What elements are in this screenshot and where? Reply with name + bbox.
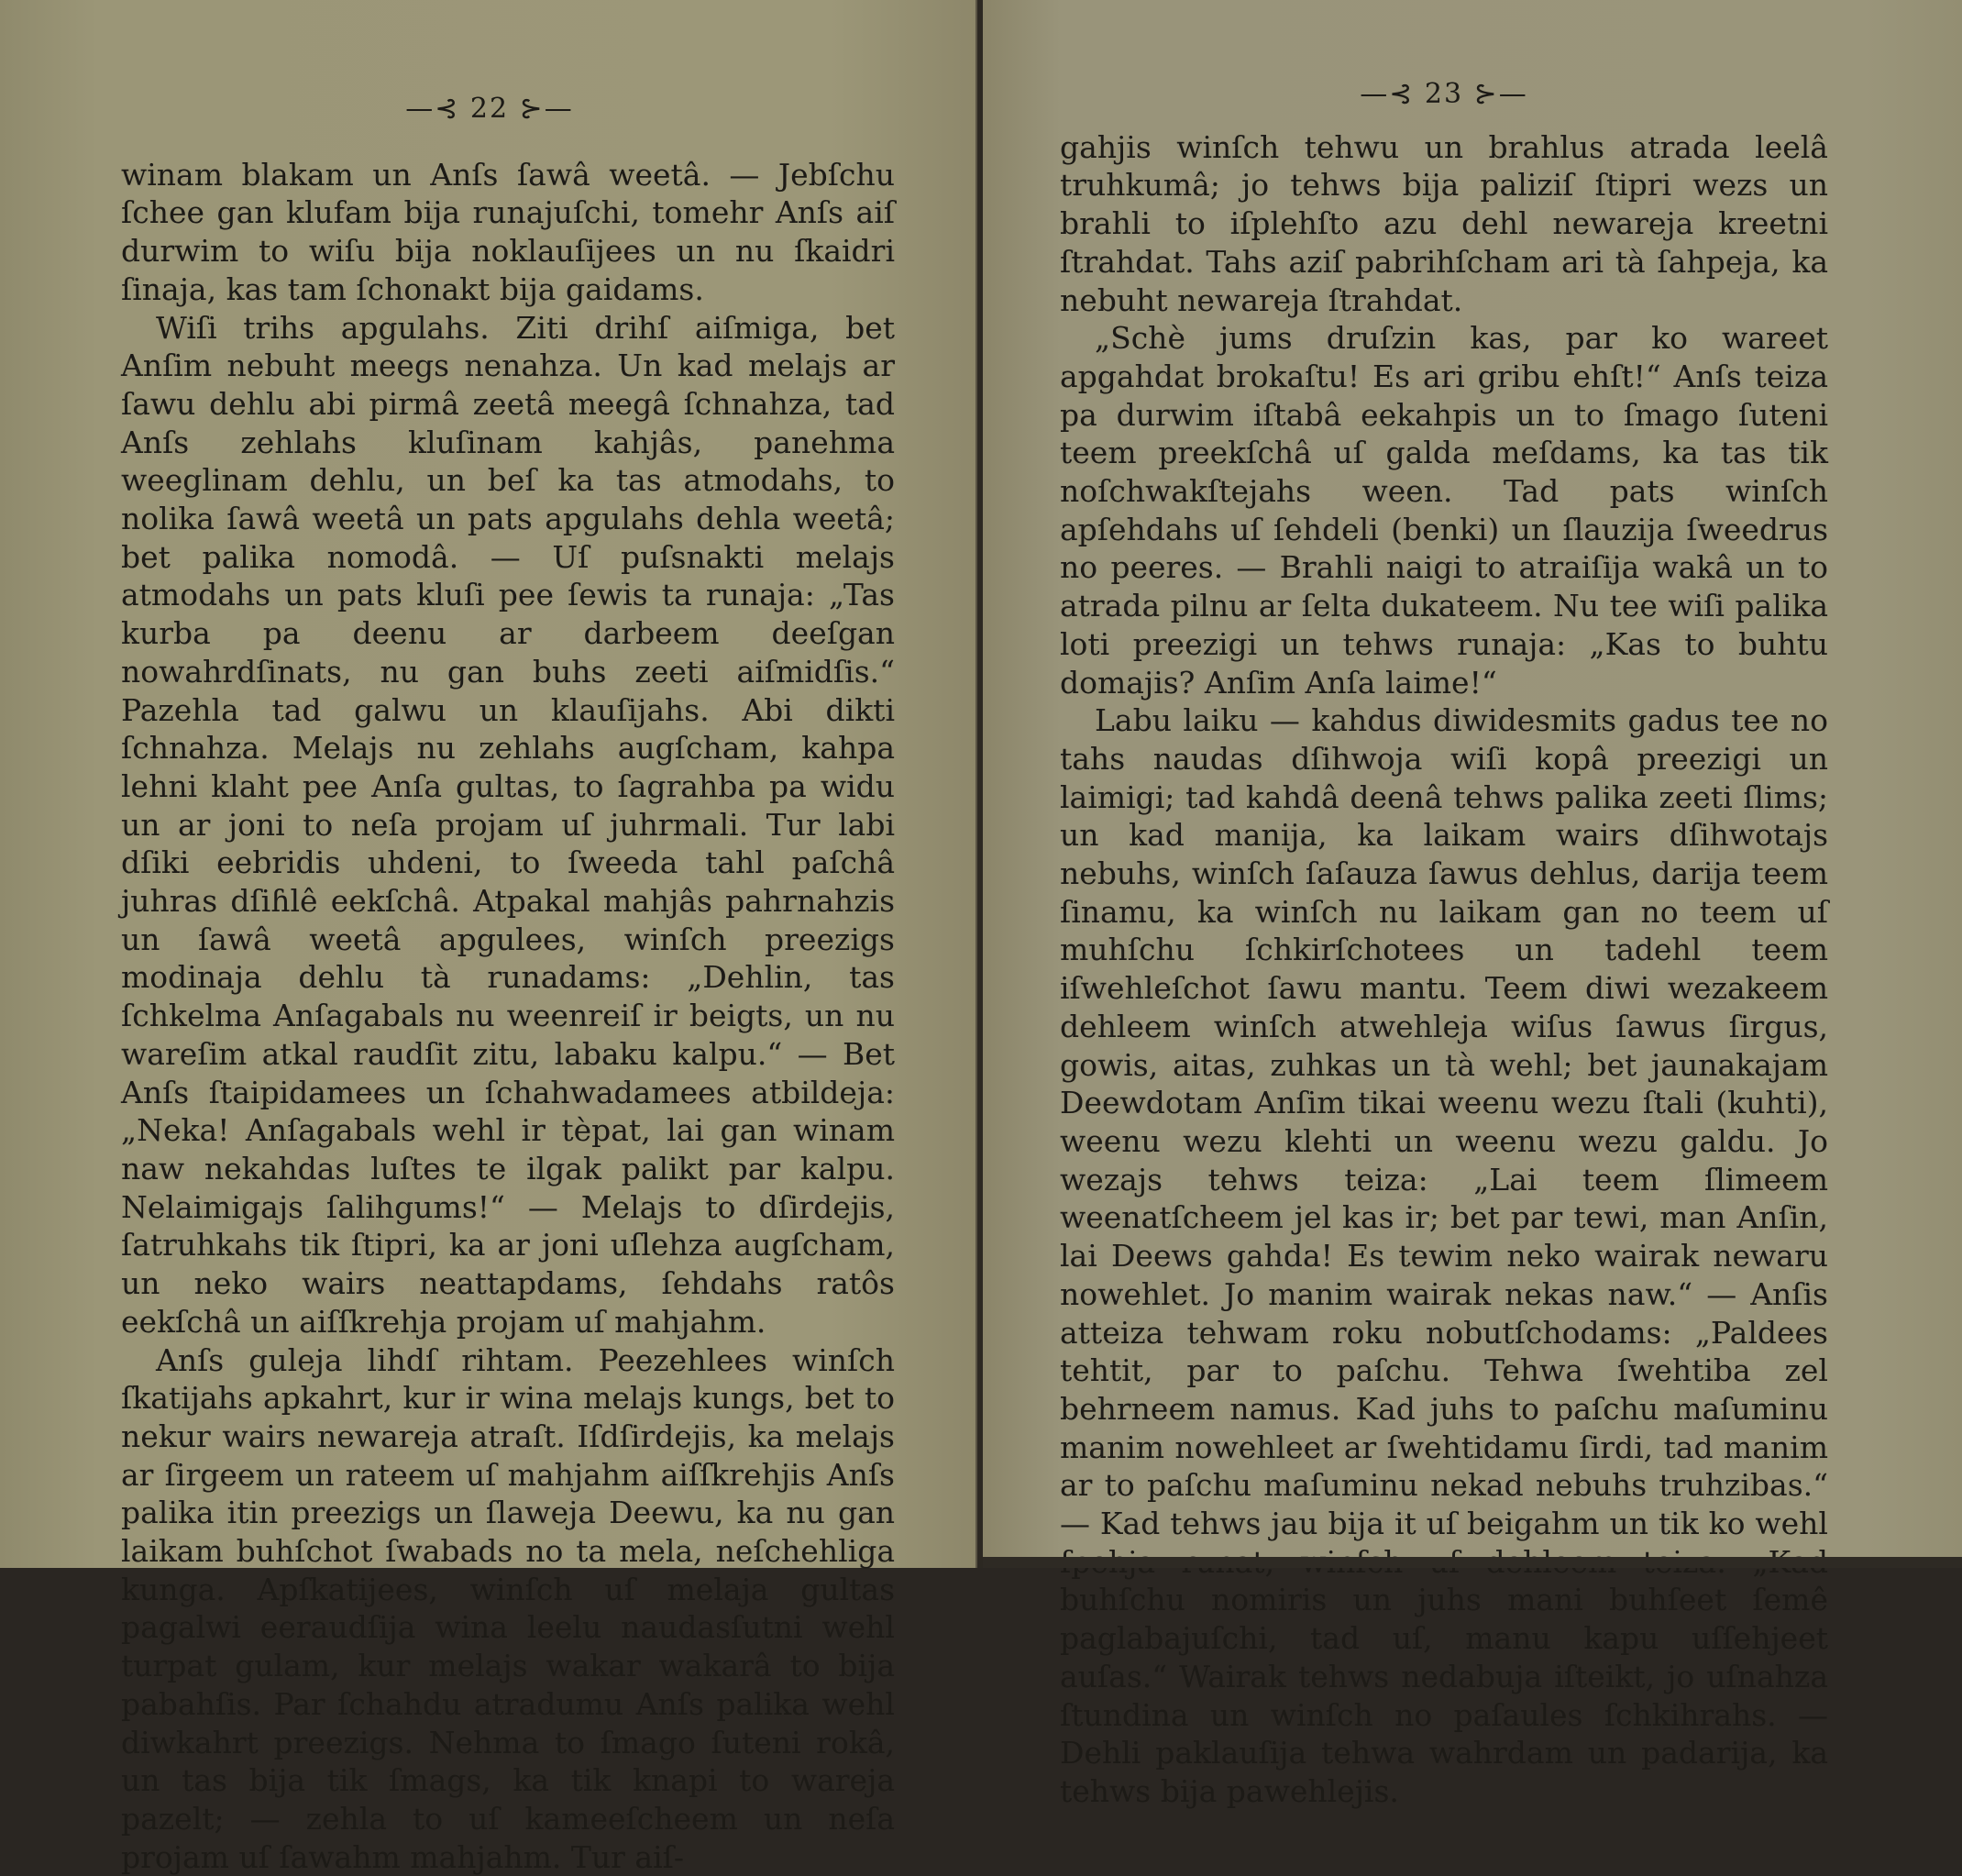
left-page-text [121, 156, 895, 1876]
page-edge [983, 1557, 1962, 1568]
page-number-right: —⊰ 23 ⊱— [1060, 75, 1828, 114]
paragraph: Labu laiku — kahdus diwidesmits gadus tee no tahs naudas dſihwoja wiſi kopâ preezigi un laimigi; tad kahdâ deenâ tehws palika zeeti ſlims; un kad manija, ka laikam wairs dſihwotajs nebuhs, winſch ſaſauza ſawus dehlus, darija teem ſinamu, ka winſch nu laikam gan no teem uſ muhſchu ſchkirſchotees un tadehl teem iſwehleſchot ſawu mantu. Teem diwi wezakeem dehleem winſch atwehleja wiſus ſawus ſirgus, gowis, aitas, zuhkas un tà wehl; bet jaunakajam Deewdotam Anſim tikai weenu wezu ſtali (kuhti), weenu wezu klehti un weenu wezu galdu. Jo wezajs tehws teiza: „Lai teem ſlimeem weenatſcheem jel kas ir; bet par tewi, man Anſin, lai Deews gahda! Es tewim neko wairak newaru nowehlet. Jo manim wairak nekas naw.“ — Anſis atteiza tehwam roku nobutſchodams: „Paldees tehtit, par to paſchu. Tehwa ſwehtiba zel behrneem namus. Kad juhs to paſchu maſuminu manim nowehleet ar ſwehtidamu ſirdi, tad manim ar to paſchu maſuminu nekad nebuhs truhzibas.“ — Kad tehws jau bija it uſ beigahm un tik ko wehl buhſchu nomiris un juhs mani buhſeet ſemê paglabajuſchi, tad uſ, manu kapu uſſehjeet auſas.“ Wairak tehws nedabuja iſteikt, jo uſnahza ſtundina un winſch no paſaules ſchkihrahs. — Dehli paklauſija tehwa wahrdam un padarija, ka tehws bija pawehlejis. [1060, 701, 1828, 1810]
left-page [0, 0, 977, 1568]
page-number-left: —⊰ 22 ⊱— [121, 90, 895, 128]
right-page [983, 0, 1962, 1568]
paragraph: Wiſi trihs apgulahs. Ziti drihſ aiſmiga, bet Anſim nebuht meegs nenahza. Un kad melajs ar ſawu dehlu abi pirmâ zeetâ meegâ ſchnahza, tad Anſs zehlahs kluſinam kahjâs, panehma weeglinam dehlu, un beſ ka tas atmodahs, to nolika ſawâ weetâ un pats apgulahs dehla weetâ; bet palika nomodâ. — Uſ puſsnakti melajs atmodahs un pats kluſi pee ſewis ta runaja: „Tas kurba pa deenu ar darbeem deeſgan nowahrdſinats, nu gan buhs zeeti aiſmidſis.“ Pazehla tad galwu un klauſijahs. Abi dikti ſchnahza. Melajs nu zehlahs augſcham, kahpa lehni klaht pee Anſa gultas, to ſagrahba pa widu un ar joni to neſa projam uſ juhrmali. Tur labi dſiki eebridis uhdeni, to ſweeda tahl paſchâ juhras dſiɦlê eekſchâ. Atpakal mahjâs pahrnahzis un ſawâ weetâ apgulees, winſch preezigs modinaja dehlu tà runadams: „Dehlin, tas ſchkelma Anſagabals nu weenreiſ ir beigts, un nu wareſim atkal raudſit zitu, labaku kalpu.“ — Bet Anſs ſtaipidamees un ſchahwadamees atbildeja: „Neka! Anſagabals wehl ir tèpat, lai gan winam naw nekahdas luſtes te ilgak palikt par kalpu. Nelaimigajs ſalihgums!“ — Melajs to dſirdejis, ſatruhkahs tik ſtipri, ka ar joni uſlehza augſcham, un neko wairs neattapdams, ſehdahs ratôs eekſchâ un aiſſkrehja projam uſ mahjahm. [121, 309, 895, 1341]
paragraph: gahjis winſch tehwu un brahlus atrada leelâ truhkumâ; jo tehws bija paliziſ ſtipri wezs un brahli to iſplehſto azu dehl newareja kreetni ſtrahdat. Tahs aziſ pabrihſcham ari tà ſahpeja, ka nebuht newareja ſtrahdat. [1060, 128, 1828, 320]
paragraph: „Schè jums druſzin kas, par ko wareet apgahdat brokaſtu! Es ari gribu ehſt!“ Anſs teiza pa durwim iſtabâ eekahpis un to ſmago ſuteni teem preekſchâ uſ galda meſdams, ka tas tik noſchwakſtejahs ween. Tad pats winſch apſehdahs uſ ſehdeli (benki) un ſlauzija ſweedrus no peeres. — Brahli naigi to atraiſija wakâ un to atrada pilnu ar ſelta dukateem. Nu tee wiſi palika loti preezigi un tehws runaja: „Kas to buhtu domajis? Anſim Anſa laime!“ [1060, 319, 1828, 701]
paragraph: winam blakam un Anſs ſawâ weetâ. — Jebſchu ſchee gan klufam bija runajuſchi, tomehr Anſs aiſ durwim to wiſu bija noklauſijees un nu ſkaidri ſinaja, kas tam ſchonakt bija gaidams. [121, 156, 895, 309]
paragraph: Anſs guleja lihdſ rihtam. Peezehlees winſch ſkatijahs apkahrt, kur ir wina melajs kungs, bet to nekur wairs newareja atraſt. Iſdſirdejis, ka melajs ar ſirgeem un rateem uſ mahjahm aiſſkrehjis Anſs palika itin preezigs un ſlaweja Deewu, ka nu gan laikam buhſchot ſwabads no ta mela, neſchehliga kunga. Apſkatijees, winſch uſ melaja gultas pagalwi eeraudſija wina leelu naudasſutni wehl turpat gulam, kur melajs wakar wakarâ to bija pabahſis. Par ſchahdu atradumu Anſs palika wehl diwkahrt preezigs. Nehma to ſmago ſuteni rokâ, un tas bija tik ſmags, ka tik knapi to wareja pazelt; — zehla to uſ kameeſcheem un neſa projam uſ ſawahm mahjahm. Tur aiſ- [121, 1341, 895, 1876]
